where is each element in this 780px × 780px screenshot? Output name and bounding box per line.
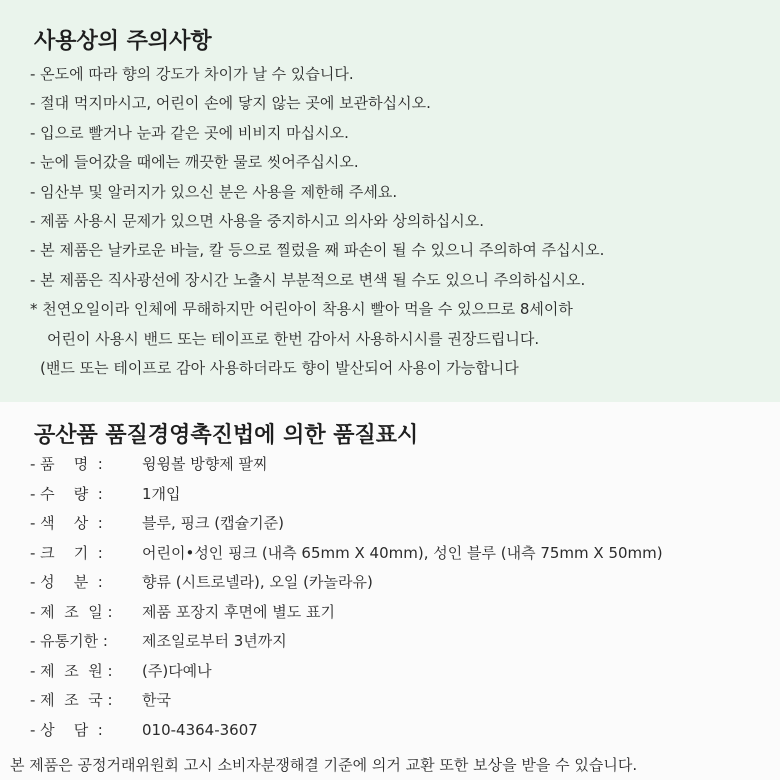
spec-key: - 유통기한 :: [30, 632, 108, 650]
spec-row-size: [30, 539, 663, 569]
spec-value: 010-4364-3607: [142, 720, 258, 739]
quality-label-section: [0, 402, 780, 780]
spec-value: 어린이•성인 핑크 (내측 65mm X 40mm), 성인 블루 (내측 75mm X 50mm): [142, 543, 663, 562]
caution-item: - 눈에 들어갔을 때에는 깨끗한 물로 씻어주십시오.: [30, 153, 359, 172]
caution-item: - 온도에 따라 향의 강도가 차이가 날 수 있습니다.: [30, 65, 354, 83]
spec-value: (주)다예나: [142, 661, 212, 680]
spec-key: - 상 담 :: [30, 720, 103, 739]
spec-row-color: [30, 509, 663, 539]
spec-key: - 색 상 :: [30, 514, 103, 532]
spec-row-country: [30, 686, 663, 716]
spec-value: 윙윙볼 방향제 팔찌: [142, 455, 268, 473]
spec-key: - 품 명 :: [30, 455, 103, 473]
spec-row-quantity: [30, 480, 663, 510]
spec-row-product-name: [30, 450, 663, 480]
caution-note-parenthetical: (밴드 또는 테이프로 감아 사용하더라도 향이 발산되어 사용이 가능합니다: [40, 358, 519, 377]
spec-row-contact: [30, 716, 663, 746]
caution-note-continued: 어린이 사용시 밴드 또는 테이프로 한번 감아서 사용하시시를 권장드립니다.: [47, 329, 540, 348]
spec-row-manufacture-date: [30, 598, 663, 628]
spec-value: 1개입: [142, 484, 181, 503]
caution-title: 사용상의 주의사항: [34, 29, 212, 54]
caution-list: [30, 60, 604, 383]
spec-key: - 제 조 일 :: [30, 602, 113, 621]
caution-item: - 임산부 및 알러지가 있으신 분은 사용을 제한해 주세요.: [30, 182, 398, 201]
consumer-notice: 본 제품은 공정거래위원회 고시 소비자분쟁해결 기준에 의거 교환 또한 보상을 받을 수 있습니다.: [10, 756, 638, 774]
spec-row-manufacturer: [30, 657, 663, 687]
spec-key: - 크 기 :: [30, 543, 103, 562]
caution-item: - 절대 먹지마시고, 어린이 손에 닿지 않는 곳에 보관하십시오.: [30, 94, 431, 113]
spec-key: - 성 분 :: [30, 573, 103, 591]
spec-key: - 제 조 원 :: [30, 661, 113, 680]
spec-value: 블루, 핑크 (캡슐기준): [142, 514, 284, 532]
spec-value: 제조일로부터 3년까지: [142, 632, 287, 650]
quality-spec-list: [30, 450, 663, 745]
spec-value: 한국: [142, 691, 171, 709]
caution-item: - 입으로 빨거나 눈과 같은 곳에 비비지 마십시오.: [30, 123, 349, 142]
caution-item: - 본 제품은 날카로운 바늘, 칼 등으로 찔렀을 째 파손이 될 수 있으니 주의하여 주십시오.: [30, 241, 605, 260]
spec-row-expiry: [30, 627, 663, 657]
spec-value: 제품 포장지 후면에 별도 표기: [142, 602, 335, 621]
spec-key: - 제 조 국 :: [30, 691, 113, 709]
spec-key: - 수 량 :: [30, 484, 103, 503]
spec-value: 향류 (시트로넬라), 오일 (카놀라유): [142, 573, 373, 591]
caution-item: - 본 제품은 직사광선에 장시간 노출시 부분적으로 변색 될 수도 있으니 주의하십시오.: [30, 270, 586, 289]
spec-row-ingredients: [30, 568, 663, 598]
caution-note: * 천연오일이라 인체에 무해하지만 어린아이 착용시 빨아 먹을 수 있으므로 8세이하: [30, 300, 573, 319]
caution-item: - 제품 사용시 문제가 있으면 사용을 중지하시고 의사와 상의하십시오.: [30, 211, 485, 230]
quality-title: 공산품 품질경영촉진법에 의한 품질표시: [34, 423, 419, 448]
